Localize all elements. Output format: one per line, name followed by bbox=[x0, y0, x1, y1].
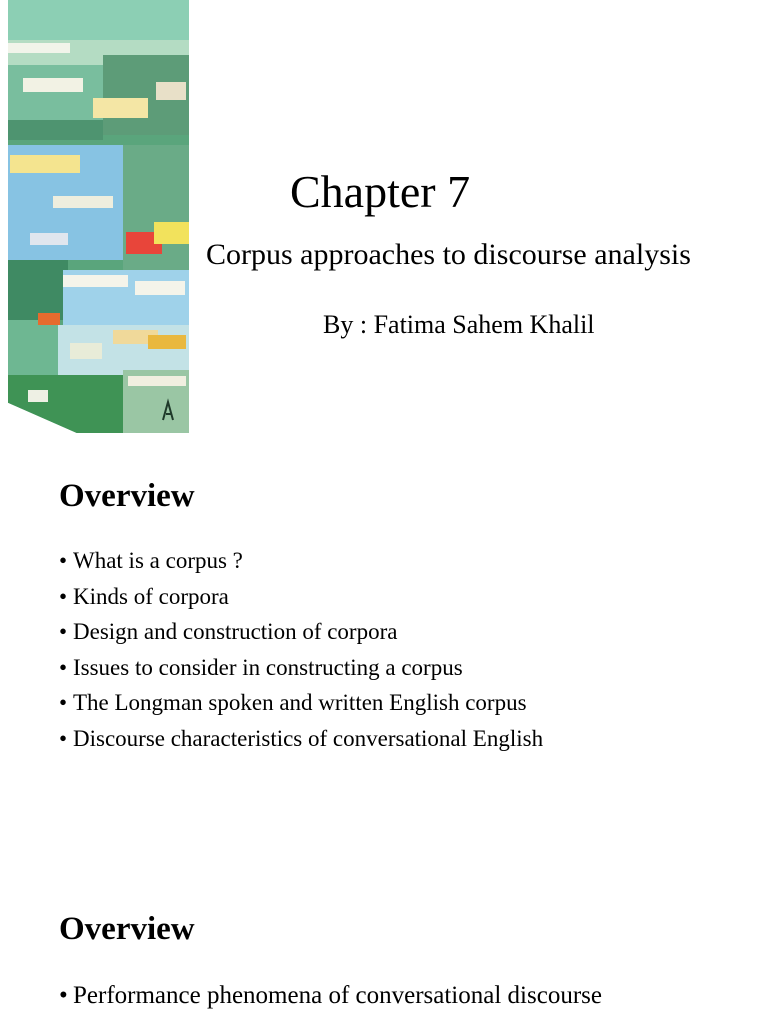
bullet-list bbox=[59, 978, 759, 1014]
overview-slide-1 bbox=[59, 480, 759, 757]
list-item bbox=[59, 721, 759, 757]
chapter-subtitle: Corpus approaches to discourse analysis bbox=[206, 238, 691, 271]
list-item bbox=[59, 978, 759, 1014]
list-item bbox=[59, 685, 759, 721]
author-line: By : Fatima Sahem Khalil bbox=[323, 310, 595, 339]
overview-slide-2 bbox=[59, 913, 759, 1014]
bullet-list bbox=[59, 543, 759, 757]
list-item-text: The Longman spoken and written English corpus bbox=[73, 690, 527, 716]
list-item-text: Kinds of corpora bbox=[73, 583, 229, 609]
list-item-text: Discourse characteristics of conversational English bbox=[73, 725, 544, 751]
list-item-text: Issues to consider in constructing a corpus bbox=[73, 654, 463, 680]
list-item-text: Design and construction of corpora bbox=[73, 619, 398, 645]
bullet-icon: • bbox=[59, 548, 68, 573]
list-item bbox=[59, 614, 759, 650]
bullet-icon: • bbox=[59, 654, 68, 680]
bullet-icon: • bbox=[59, 725, 68, 751]
list-item-text: What is a corpus ? bbox=[73, 548, 243, 573]
list-item-text: Performance phenomena of conversational discourse bbox=[73, 982, 602, 1009]
bullet-icon: • bbox=[59, 690, 68, 716]
book-cover-image bbox=[8, 0, 189, 433]
list-item bbox=[59, 650, 759, 686]
slide-heading: Overview bbox=[59, 478, 195, 514]
bullet-icon: • bbox=[59, 583, 68, 609]
list-item bbox=[59, 543, 759, 579]
title-slide bbox=[190, 0, 768, 433]
chapter-title: Chapter 7 bbox=[290, 166, 471, 217]
bullet-icon: • bbox=[59, 982, 68, 1009]
slide-heading: Overview bbox=[59, 911, 195, 947]
list-item bbox=[59, 579, 759, 615]
bullet-icon: • bbox=[59, 619, 68, 645]
